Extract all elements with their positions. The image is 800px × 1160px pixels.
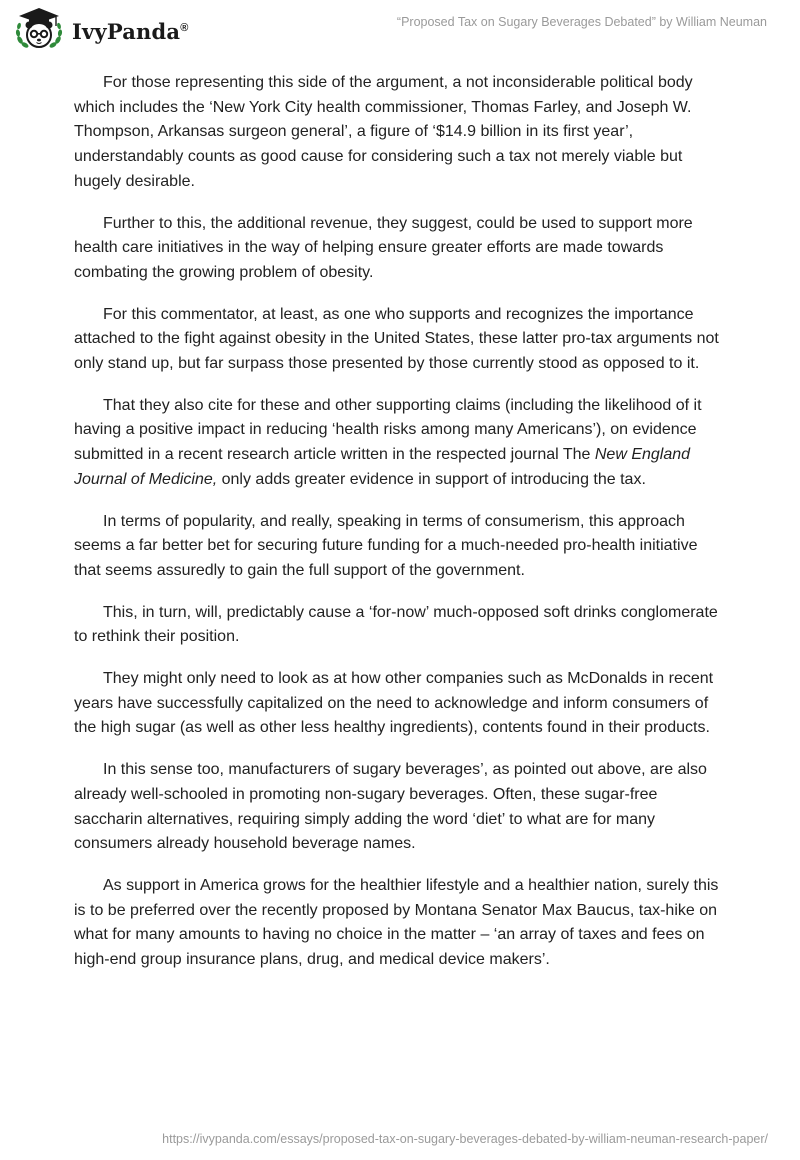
paragraph-2: Further to this, the additional revenue, they suggest, could be used to support more health care initiatives in the way of helping ensure greater efforts are made towards combating the growing problem of obesity. xyxy=(74,214,693,281)
registered-mark: ® xyxy=(180,21,189,34)
paragraph-9: As support in America grows for the healthier lifestyle and a healthier nation, surely this is to be preferred over the recently proposed by Montana Senator Max Baucus, tax-hike on what for many amounts to having no choice in the matter – ‘an array of taxes and fees on high-end group insurance plans, drug, and medical device makers’. xyxy=(74,876,719,969)
page-header xyxy=(0,0,800,60)
ivypanda-logo[interactable] xyxy=(14,6,189,52)
panda-graduate-icon xyxy=(14,6,64,52)
logo-wordmark: IvyPanda xyxy=(72,18,181,44)
document-title: “Proposed Tax on Sugary Beverages Debated” by William Neuman xyxy=(396,15,767,29)
source-url[interactable]: https://ivypanda.com/essays/proposed-tax-on-sugary-beverages-debated-by-william-neuman-research-paper/ xyxy=(162,1132,768,1146)
paragraph-4-before: That they also cite for these and other supporting claims (including the likelihood of it having a positive impact in reducing ‘health risks among many Americans’), on evidence submitted in a recent research article written in the respected journal The xyxy=(74,396,702,464)
essay-body xyxy=(74,71,726,990)
paragraph-1: For those representing this side of the argument, a not inconsiderable political body which includes the ‘New York City health commissioner, Thomas Farley, and Joseph W. Thompson, Arkansas surgeon general’, a figure of ‘$14.9 billion in its first year’, understandably counts as good cause for considering such a tax not merely viable but hugely desirable. xyxy=(74,74,693,190)
paragraph-8: In this sense too, manufacturers of sugary beverages’, as pointed out above, are also already well-schooled in promoting non-sugary beverages. Often, these sugar-free saccharin alternatives, requiring simply adding the word ‘diet’ to what are for many consumers already household beverage names. xyxy=(74,761,707,853)
paragraph-4-after: only adds greater evidence in support of introducing the tax. xyxy=(217,470,646,488)
paragraph-4 xyxy=(74,394,726,493)
logo-text xyxy=(72,19,189,44)
paragraph-7: They might only need to look as at how other companies such as McDonalds in recent years have successfully capitalized on the need to acknowledge and inform consumers of the high sugar (as well as other less healthy ingredients), contents found in their products. xyxy=(74,670,714,737)
paragraph-6: This, in turn, will, predictably cause a ‘for-now’ much-opposed soft drinks conglomerate to rethink their position. xyxy=(74,603,718,646)
journal-title: New England Journal of Medicine, xyxy=(74,446,691,488)
paragraph-3: For this commentator, at least, as one who supports and recognizes the importance attached to the fight against obesity in the United States, these latter pro-tax arguments not only stand up, but far surpass those presented by those currently stood as opposed to it. xyxy=(74,305,719,373)
paragraph-5: In terms of popularity, and really, speaking in terms of consumerism, this approach seems a far better bet for securing future funding for a much-needed pro-health initiative that seems assuredly to gain the full support of the government. xyxy=(74,512,698,579)
